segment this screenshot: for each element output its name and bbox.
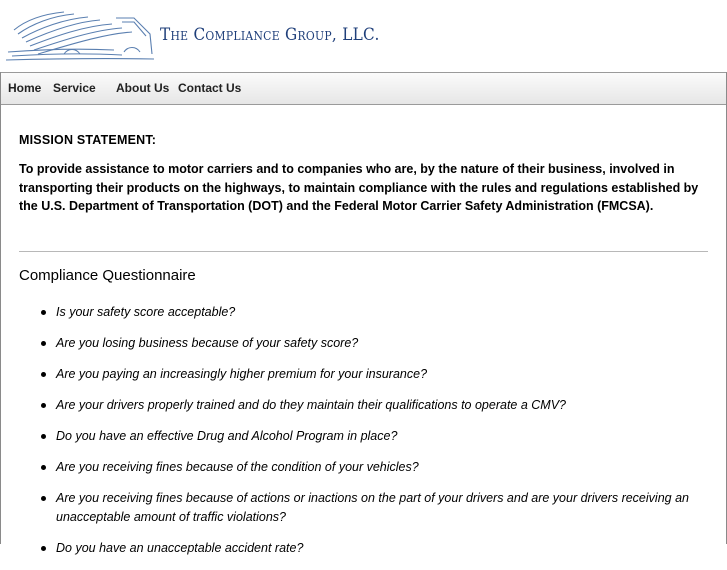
section-divider — [19, 251, 708, 252]
bullet-icon — [41, 496, 46, 501]
question-text: Are you receiving fines because of actions or inactions on the part of your drivers and are your drivers receiving an unacceptable amount of traffic violations? — [56, 491, 689, 524]
mission-text: To provide assistance to motor carriers and to companies who are, by the nature of their business, involved in transporting their products on the highways, to maintain compliance with the rules and regulations established by the U.S. Department of Transportation (DOT) and the Federal Motor Carrier Safety Administration (FMCSA). — [19, 162, 699, 213]
list-item — [38, 458, 708, 477]
mission-heading: MISSION STATEMENT: — [19, 133, 157, 147]
question-text: Are you losing business because of your safety score? — [56, 336, 359, 350]
bullet-icon — [41, 341, 46, 346]
nav-contact-us[interactable]: Contact Us — [178, 81, 242, 95]
questionnaire-title: Compliance Questionnaire — [19, 267, 196, 284]
question-text: Are you receiving fines because of the condition of your vehicles? — [56, 460, 419, 474]
bullet-icon — [41, 546, 46, 551]
main-nav — [1, 72, 726, 105]
question-text: Are your drivers properly trained and do they maintain their qualifications to operate a CMV? — [56, 398, 566, 412]
bullet-icon — [41, 372, 46, 377]
bullet-icon — [41, 465, 46, 470]
bullet-icon — [41, 434, 46, 439]
site-header — [0, 0, 727, 72]
company-name[interactable]: The Compliance Group, LLC. — [160, 25, 380, 45]
question-text: Are you paying an increasingly higher premium for your insurance? — [56, 367, 428, 381]
questionnaire-list — [38, 303, 708, 570]
mission-section — [19, 133, 709, 216]
list-item — [38, 303, 708, 322]
list-item — [38, 539, 708, 558]
question-text: Is your safety score acceptable? — [56, 305, 236, 319]
list-item — [38, 365, 708, 384]
question-text: Do you have an effective Drug and Alcohol Program in place? — [56, 429, 398, 443]
nav-service[interactable]: Service — [53, 81, 96, 95]
bullet-icon — [41, 403, 46, 408]
truck-lines-logo-icon[interactable] — [4, 8, 160, 66]
list-item — [38, 427, 708, 446]
nav-home[interactable]: Home — [8, 81, 42, 95]
nav-about-us[interactable]: About Us — [116, 81, 170, 95]
list-item — [38, 334, 708, 353]
question-text: Do you have an unacceptable accident rate? — [56, 540, 304, 555]
list-item — [38, 489, 708, 526]
bullet-icon — [41, 310, 46, 315]
list-item — [38, 396, 708, 415]
